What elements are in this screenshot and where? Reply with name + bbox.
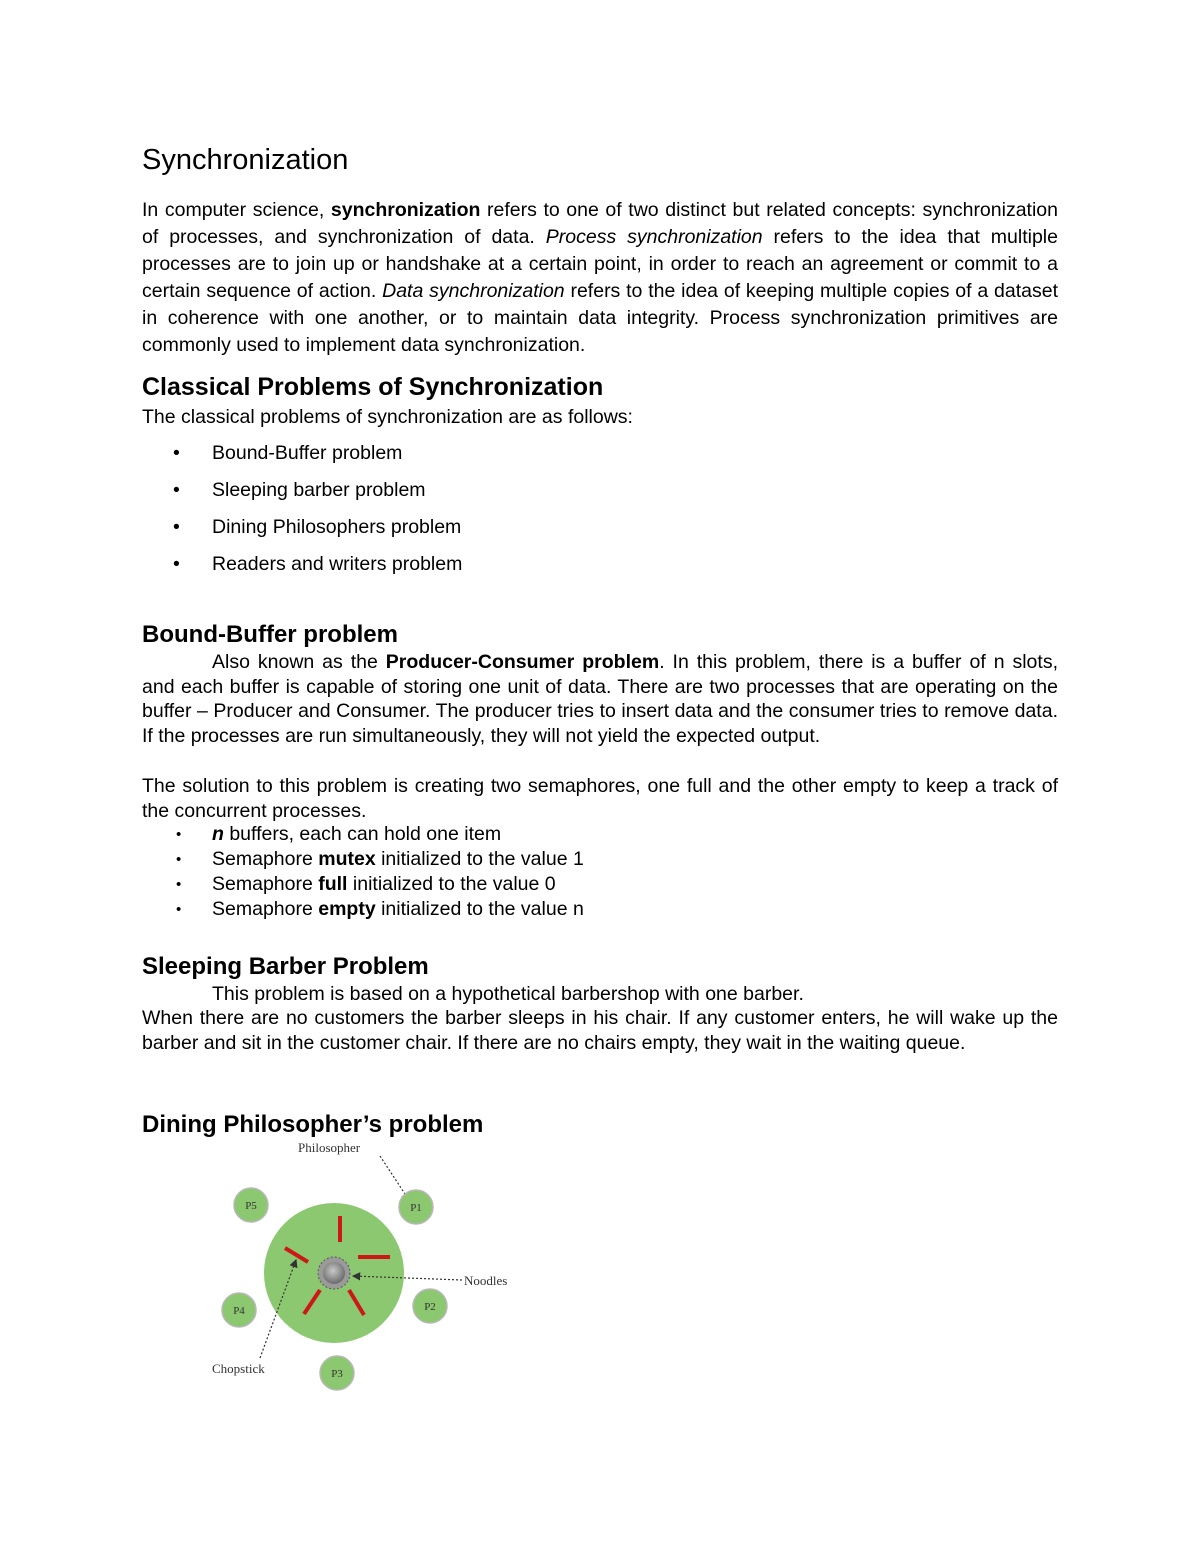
noodles-icon: [323, 1262, 345, 1284]
bold-term: mutex: [318, 848, 376, 870]
paragraph-text: Also known as the: [212, 651, 386, 673]
intro-bold-term: synchronization: [330, 199, 481, 221]
philosopher-label: P2: [424, 1301, 436, 1313]
intro-paragraph: [142, 197, 1058, 359]
bold-term: Producer-Consumer problem: [385, 651, 660, 673]
bold-term: empty: [318, 898, 376, 920]
list-item: • Readers and writers problem: [142, 551, 462, 588]
list-item-text: buffers, each can hold one item: [223, 823, 502, 845]
list-item-text: Semaphore: [212, 848, 319, 870]
philosopher-label: Philosopher: [298, 1140, 361, 1155]
paragraph-text: . In this problem, there is a buffer of n slots, and each buffer is capable of storing one unit of data. There are two processes that are operating on the buffer – Producer and Consumer. The producer tries to insert data and the consumer tries to remove data. If the processes are run simultaneously, they will not yield the expected output.: [142, 651, 1058, 747]
list-item: • Dining Philosophers problem: [142, 514, 462, 551]
bold-term: full: [318, 873, 348, 895]
list-item: [142, 897, 584, 922]
philosopher-label: P4: [233, 1305, 245, 1317]
solution-paragraph: The solution to this problem is creating two semaphores, one full and the other empty to keep a track of the concurrent processes.: [142, 775, 1058, 822]
intro-text: In computer science,: [142, 199, 331, 221]
bound-buffer-paragraph: [142, 650, 1058, 748]
list-item-text: Semaphore: [212, 898, 319, 920]
noodles-label: Noodles: [464, 1273, 508, 1288]
philosopher-label: P5: [245, 1200, 257, 1212]
chopstick-label: Chopstick: [212, 1361, 265, 1376]
page-title: Synchronization: [142, 144, 349, 176]
philosopher-p1: [399, 1190, 433, 1224]
philosopher-p5: [234, 1188, 268, 1222]
list-item: [142, 847, 584, 872]
list-item: • Bound-Buffer problem: [142, 440, 462, 477]
sleeping-barber-paragraph: When there are no customers the barber sleeps in his chair. If any customer enters, he will wake up the barber and sit in the customer chair. If there are no chairs empty, they wait in the waiting queue.: [142, 1007, 1058, 1054]
intro-text: refers to the idea of keeping multiple copies of a dataset in coherence with one another, or to maintain data integrity. Process synchronization primitives are commonly used to implement data synchronization.: [142, 280, 1058, 356]
list-item-text: Semaphore: [212, 873, 319, 895]
paragraph-text: This problem is based on a hypothetical barbershop with one barber.: [212, 983, 804, 1005]
classical-heading: Classical Problems of Synchronization: [142, 373, 604, 401]
bound-buffer-heading: Bound-Buffer problem: [142, 621, 398, 648]
philosopher-p3: [320, 1356, 354, 1390]
semaphore-list: [142, 822, 584, 922]
list-item-text: initialized to the value n: [375, 898, 584, 920]
list-item-text: initialized to the value 1: [375, 848, 584, 870]
sleeping-barber-intro: [142, 982, 1058, 1007]
dining-philosophers-diagram: [200, 1136, 530, 1406]
bold-italic-term: n: [212, 823, 224, 845]
list-item: [142, 822, 584, 847]
intro-italic-term: Process synchronization: [545, 226, 763, 248]
intro-text: refers to the idea that multiple processes are to join up or handshake at a certain point, in order to reach an agreement or commit to a certain sequence of action.: [142, 226, 1058, 302]
dining-heading: Dining Philosopher’s problem: [142, 1111, 484, 1138]
philosopher-p2: [413, 1289, 447, 1323]
intro-italic-term: Data synchronization: [382, 280, 565, 302]
classical-list: [142, 440, 462, 588]
philosopher-p4: [222, 1293, 256, 1327]
intro-text: refers to one of two distinct but related concepts: synchronization of processes, and synchronization of data.: [142, 199, 1058, 248]
list-item-text: initialized to the value 0: [347, 873, 556, 895]
list-item: • Sleeping barber problem: [142, 477, 462, 514]
philosopher-label: P3: [331, 1368, 343, 1380]
classical-intro: The classical problems of synchronization are as follows:: [142, 406, 633, 428]
philosopher-label: P1: [410, 1202, 422, 1214]
sleeping-barber-heading: Sleeping Barber Problem: [142, 953, 429, 980]
list-item: [142, 872, 584, 897]
